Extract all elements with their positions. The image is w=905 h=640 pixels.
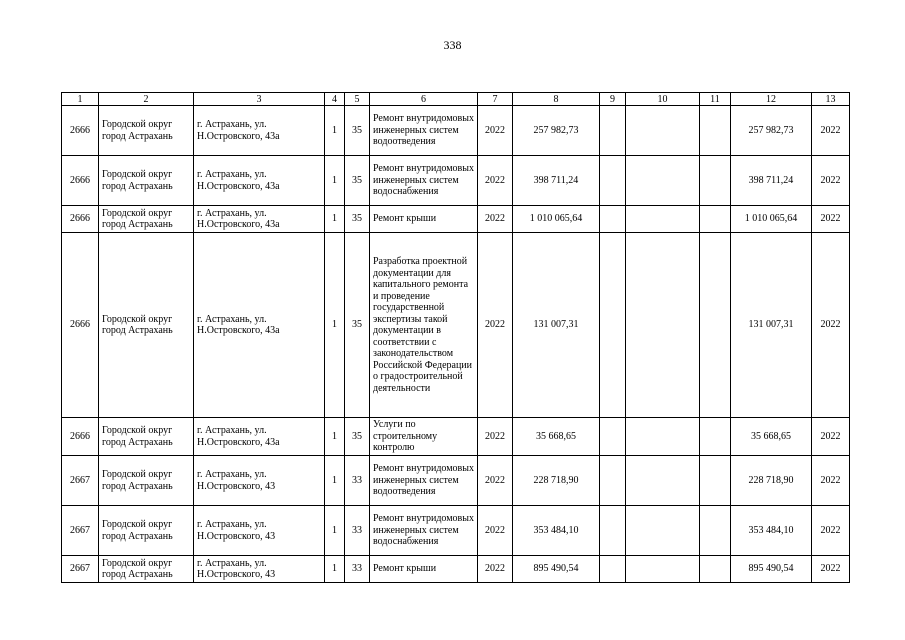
address-cell: г. Астрахань, ул. Н.Островского, 43а: [194, 418, 325, 456]
year-cell: 2022: [478, 506, 513, 556]
work-type-cell: Ремонт внутридомовых инженерных систем водоотведения: [370, 106, 478, 156]
municipality-cell: Городской округ город Астрахань: [99, 233, 194, 418]
col11-cell: [700, 206, 731, 233]
col4-cell: 1: [325, 506, 345, 556]
table-row: [62, 233, 850, 418]
col9-cell: [600, 456, 626, 506]
total-cell: 257 982,73: [731, 106, 812, 156]
col5-cell: 33: [345, 556, 370, 583]
table-row: [62, 556, 850, 583]
amount-cell: 228 718,90: [513, 456, 600, 506]
table-row: [62, 156, 850, 206]
year-cell: 2022: [478, 556, 513, 583]
amount-cell: 35 668,65: [513, 418, 600, 456]
total-cell: 398 711,24: [731, 156, 812, 206]
amount-cell: 257 982,73: [513, 106, 600, 156]
col9-cell: [600, 106, 626, 156]
column-header-11: 11: [700, 93, 731, 106]
completion-year-cell: 2022: [812, 456, 850, 506]
header-row: [62, 93, 850, 106]
work-type-cell: Ремонт крыши: [370, 556, 478, 583]
completion-year-cell: 2022: [812, 556, 850, 583]
col9-cell: [600, 506, 626, 556]
col10-cell: [626, 233, 700, 418]
col4-cell: 1: [325, 418, 345, 456]
completion-year-cell: 2022: [812, 206, 850, 233]
total-cell: 228 718,90: [731, 456, 812, 506]
column-header-5: 5: [345, 93, 370, 106]
col11-cell: [700, 156, 731, 206]
col9-cell: [600, 556, 626, 583]
col11-cell: [700, 456, 731, 506]
column-header-3: 3: [194, 93, 325, 106]
table-row: [62, 456, 850, 506]
work-type-cell: Ремонт крыши: [370, 206, 478, 233]
col9-cell: [600, 156, 626, 206]
work-type-cell: Услуги по строительному контролю: [370, 418, 478, 456]
address-cell: г. Астрахань, ул. Н.Островского, 43а: [194, 206, 325, 233]
year-cell: 2022: [478, 233, 513, 418]
column-header-2: 2: [99, 93, 194, 106]
municipality-cell: Городской округ город Астрахань: [99, 556, 194, 583]
col4-cell: 1: [325, 156, 345, 206]
amount-cell: 353 484,10: [513, 506, 600, 556]
completion-year-cell: 2022: [812, 156, 850, 206]
completion-year-cell: 2022: [812, 106, 850, 156]
col4-cell: 1: [325, 556, 345, 583]
col9-cell: [600, 418, 626, 456]
column-header-6: 6: [370, 93, 478, 106]
completion-year-cell: 2022: [812, 418, 850, 456]
total-cell: 1 010 065,64: [731, 206, 812, 233]
amount-cell: 1 010 065,64: [513, 206, 600, 233]
row-number: 2667: [62, 506, 99, 556]
row-number: 2666: [62, 233, 99, 418]
col10-cell: [626, 456, 700, 506]
total-cell: 35 668,65: [731, 418, 812, 456]
address-cell: г. Астрахань, ул. Н.Островского, 43а: [194, 106, 325, 156]
col9-cell: [600, 233, 626, 418]
work-type-cell: Ремонт внутридомовых инженерных систем водоотведения: [370, 456, 478, 506]
column-header-12: 12: [731, 93, 812, 106]
municipality-cell: Городской округ город Астрахань: [99, 418, 194, 456]
col5-cell: 35: [345, 418, 370, 456]
col10-cell: [626, 206, 700, 233]
column-header-9: 9: [600, 93, 626, 106]
page-number: 338: [443, 38, 462, 52]
col5-cell: 33: [345, 456, 370, 506]
table-row: [62, 506, 850, 556]
work-type-cell: Разработка проектной документации для капитального ремонта и проведение государственной экспертизы такой документации в соответствии с законодательством Российской Федерации о градостроительной деятельности: [370, 233, 478, 418]
col10-cell: [626, 556, 700, 583]
col11-cell: [700, 106, 731, 156]
amount-cell: 398 711,24: [513, 156, 600, 206]
completion-year-cell: 2022: [812, 506, 850, 556]
column-header-10: 10: [626, 93, 700, 106]
col11-cell: [700, 233, 731, 418]
work-type-cell: Ремонт внутридомовых инженерных систем водоснабжения: [370, 506, 478, 556]
year-cell: 2022: [478, 456, 513, 506]
address-cell: г. Астрахань, ул. Н.Островского, 43а: [194, 156, 325, 206]
address-cell: г. Астрахань, ул. Н.Островского, 43: [194, 456, 325, 506]
capital-repair-table: [61, 92, 850, 583]
completion-year-cell: 2022: [812, 233, 850, 418]
row-number: 2666: [62, 106, 99, 156]
col11-cell: [700, 506, 731, 556]
municipality-cell: Городской округ город Астрахань: [99, 156, 194, 206]
row-number: 2666: [62, 418, 99, 456]
col4-cell: 1: [325, 233, 345, 418]
municipality-cell: Городской округ город Астрахань: [99, 456, 194, 506]
amount-cell: 895 490,54: [513, 556, 600, 583]
address-cell: г. Астрахань, ул. Н.Островского, 43а: [194, 233, 325, 418]
amount-cell: 131 007,31: [513, 233, 600, 418]
row-number: 2667: [62, 556, 99, 583]
col5-cell: 35: [345, 206, 370, 233]
col10-cell: [626, 106, 700, 156]
row-number: 2666: [62, 156, 99, 206]
col10-cell: [626, 418, 700, 456]
municipality-cell: Городской округ город Астрахань: [99, 106, 194, 156]
year-cell: 2022: [478, 206, 513, 233]
year-cell: 2022: [478, 156, 513, 206]
work-type-cell: Ремонт внутридомовых инженерных систем водоснабжения: [370, 156, 478, 206]
col4-cell: 1: [325, 106, 345, 156]
table-row: [62, 418, 850, 456]
table-row: [62, 106, 850, 156]
col5-cell: 35: [345, 106, 370, 156]
col11-cell: [700, 418, 731, 456]
col10-cell: [626, 156, 700, 206]
column-header-7: 7: [478, 93, 513, 106]
year-cell: 2022: [478, 418, 513, 456]
total-cell: 353 484,10: [731, 506, 812, 556]
year-cell: 2022: [478, 106, 513, 156]
col11-cell: [700, 556, 731, 583]
address-cell: г. Астрахань, ул. Н.Островского, 43: [194, 556, 325, 583]
row-number: 2666: [62, 206, 99, 233]
col4-cell: 1: [325, 456, 345, 506]
table-row: [62, 206, 850, 233]
col5-cell: 35: [345, 233, 370, 418]
total-cell: 895 490,54: [731, 556, 812, 583]
municipality-cell: Городской округ город Астрахань: [99, 506, 194, 556]
column-header-4: 4: [325, 93, 345, 106]
col10-cell: [626, 506, 700, 556]
column-header-8: 8: [513, 93, 600, 106]
address-cell: г. Астрахань, ул. Н.Островского, 43: [194, 506, 325, 556]
column-header-13: 13: [812, 93, 850, 106]
municipality-cell: Городской округ город Астрахань: [99, 206, 194, 233]
col4-cell: 1: [325, 206, 345, 233]
col9-cell: [600, 206, 626, 233]
column-header-1: 1: [62, 93, 99, 106]
col5-cell: 33: [345, 506, 370, 556]
row-number: 2667: [62, 456, 99, 506]
col5-cell: 35: [345, 156, 370, 206]
total-cell: 131 007,31: [731, 233, 812, 418]
